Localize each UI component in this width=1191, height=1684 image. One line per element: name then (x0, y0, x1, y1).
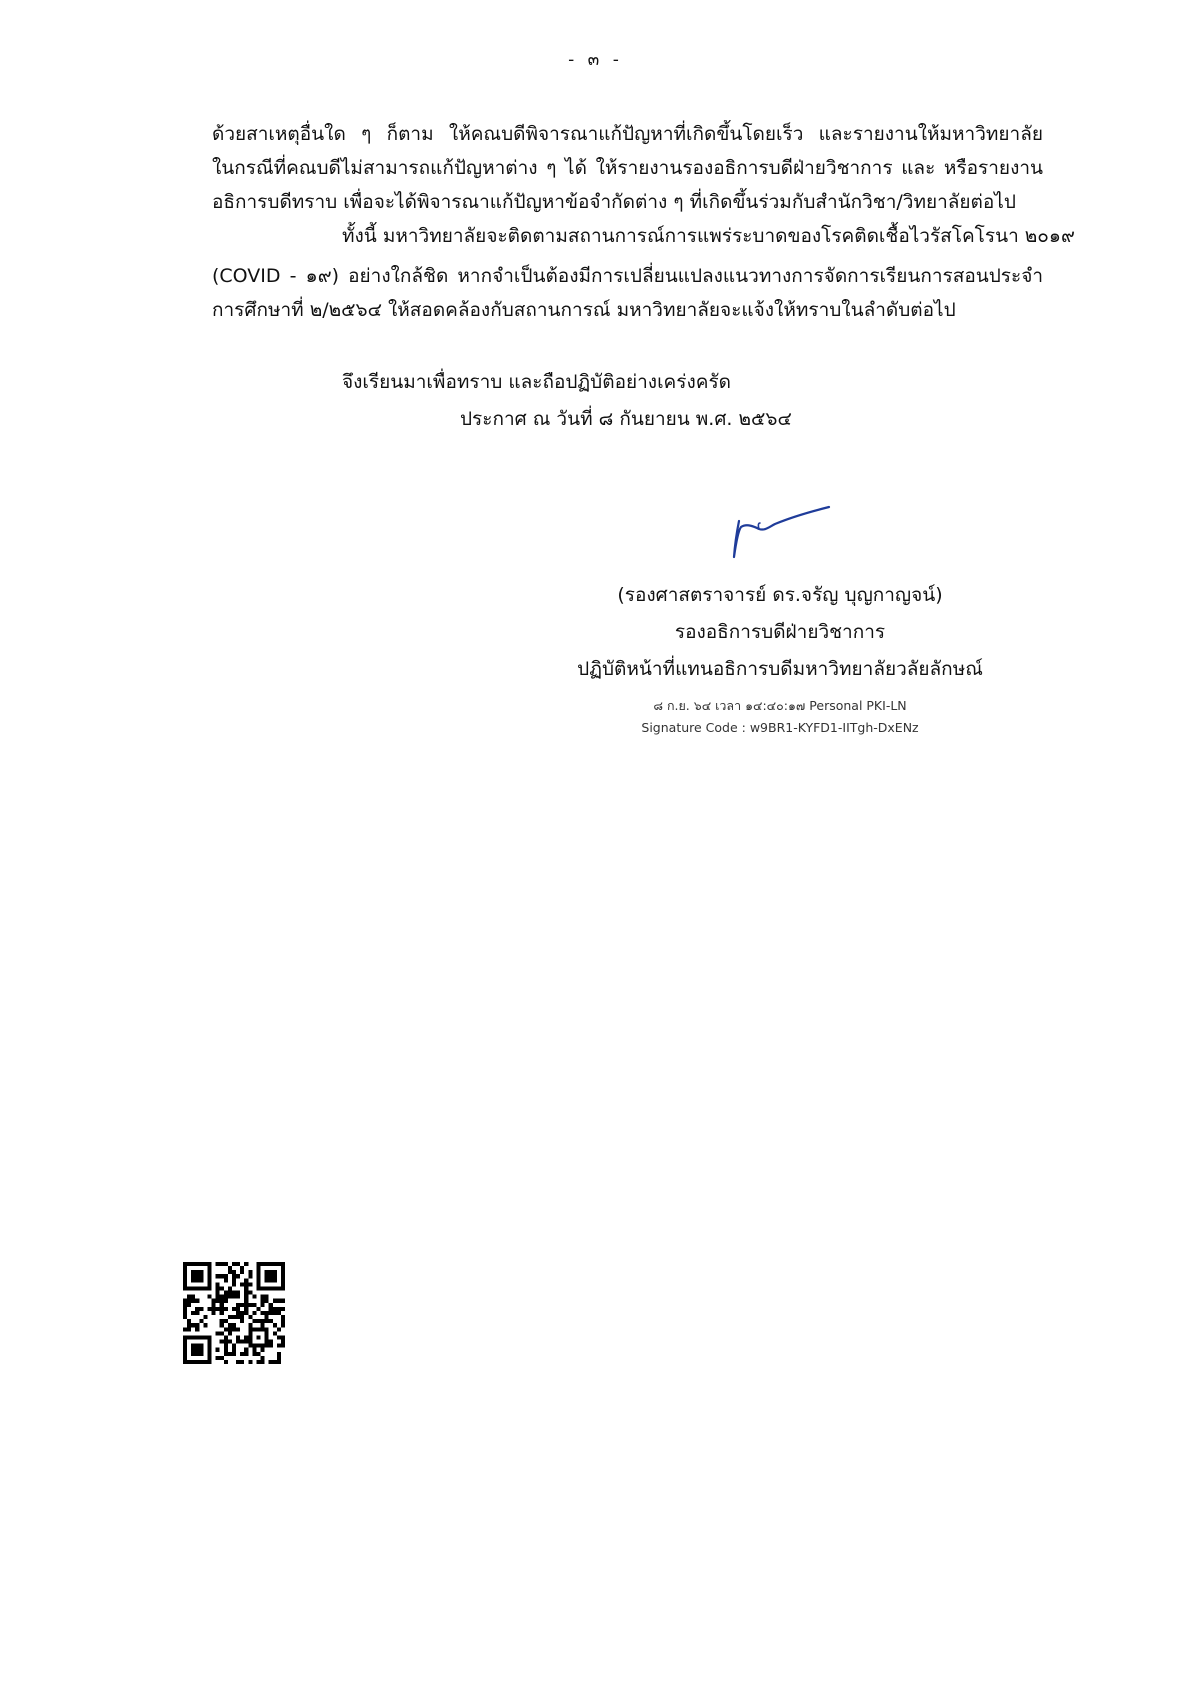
closing-statement: จึงเรียนมาเพื่อทราบ และถือปฏิบัติอย่างเคร่งครัด (342, 371, 732, 393)
handwritten-signature (725, 505, 835, 565)
signature-code: Signature Code : w9BR1-KYFD1-IITgh-DxENz (641, 720, 919, 735)
paragraph2-line-2: (COVID - ๑๙) อย่างใกล้ชิด หากจำเป็นต้องมีการเปลี่ยนแปลงแนวทางการจัดการเรียนการสอนประจำ (212, 265, 1043, 287)
signature-timestamp: ๘ ก.ย. ๖๔ เวลา ๑๔:๔๐:๑๗ Personal PKI-LN (653, 698, 907, 713)
paragraph2-line-3: การศึกษาที่ ๒/๒๕๖๔ ให้สอดคล้องกับสถานการณ์ มหาวิทยาลัยจะแจ้งให้ทราบในลำดับต่อไป (212, 299, 956, 321)
announcement-date: ประกาศ ณ วันที่ ๘ กันยายน พ.ศ. ๒๕๖๔ (460, 408, 792, 430)
signer-position: รองอธิการบดีฝ่ายวิชาการ (674, 621, 886, 643)
paragraph2-line-1: ทั้งนี้ มหาวิทยาลัยจะติดตามสถานการณ์การแพร่ระบาดของโรคติดเชื้อไวรัสโคโรนา ๒๐๑๙ (342, 225, 1075, 247)
signer-acting-for: ปฏิบัติหน้าที่แทนอธิการบดีมหาวิทยาลัยวลัยลักษณ์ (577, 658, 983, 680)
signer-name: (รองศาสตราจารย์ ดร.จรัญ บุญกาญจน์) (617, 584, 943, 606)
paragraph1-line-3: อธิการบดีทราบ เพื่อจะได้พิจารณาแก้ปัญหาข้อจำกัดต่าง ๆ ที่เกิดขึ้นร่วมกับสำนักวิชา/วิทยาลัยต่อไป (212, 191, 1016, 213)
page-number: - ๓ - (568, 50, 623, 70)
paragraph1-line-1: ด้วยสาเหตุอื่นใด ๆ ก็ตาม ให้คณบดีพิจารณาแก้ปัญหาที่เกิดขึ้นโดยเร็ว และรายงานให้มหาวิทยาลัย (212, 123, 1043, 145)
paragraph1-line-2: ในกรณีที่คณบดีไม่สามารถแก้ปัญหาต่าง ๆ ได้ ให้รายงานรองอธิการบดีฝ่ายวิชาการ และ หรือรายงาน (212, 157, 1043, 179)
qr-code (183, 1262, 285, 1364)
